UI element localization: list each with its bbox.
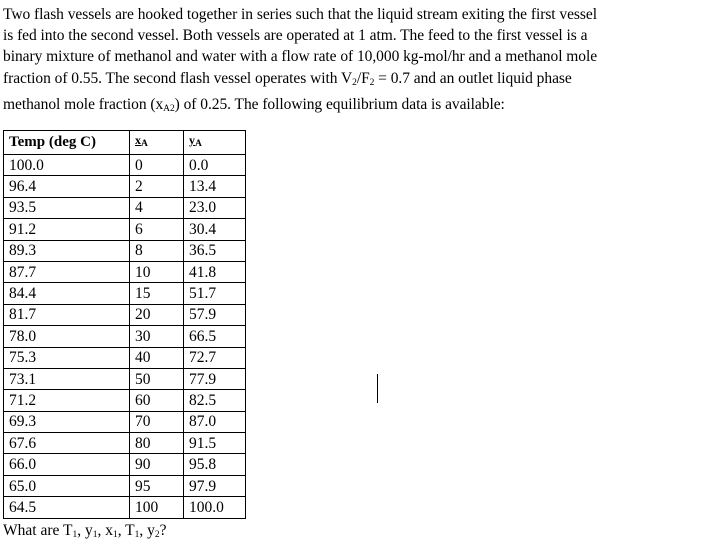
cell-y: 36.5 (184, 240, 246, 261)
cell-y: 23.0 (184, 197, 246, 218)
cell-y: 30.4 (184, 219, 246, 240)
cell-x: 15 (130, 283, 184, 304)
cell-temp: 87.7 (4, 261, 130, 282)
table-header-row (4, 131, 246, 155)
cell-y: 95.8 (184, 454, 246, 475)
table-row (4, 368, 246, 389)
cell-y: 41.8 (184, 261, 246, 282)
line5-text-a: methanol mole fraction (x (3, 95, 164, 113)
header-y-sub: A (195, 139, 202, 149)
cell-temp: 96.4 (4, 176, 130, 197)
cell-x: 80 (130, 433, 184, 454)
line4-sub-1: 2 (352, 77, 357, 88)
cell-y: 66.5 (184, 326, 246, 347)
line5-sub: A2 (163, 103, 175, 114)
header-x-sub: A (141, 139, 148, 149)
header-x (130, 131, 184, 155)
table-row (4, 347, 246, 368)
problem-line-5 (3, 94, 703, 120)
question-part-3: , x (97, 522, 113, 539)
cell-x: 4 (130, 197, 184, 218)
table-row (4, 261, 246, 282)
table-row (4, 475, 246, 496)
cell-temp: 75.3 (4, 347, 130, 368)
cell-x: 6 (130, 219, 184, 240)
question-part-5: , y (139, 522, 155, 539)
cell-temp: 100.0 (4, 155, 130, 176)
problem-line-2: is fed into the second vessel. Both vessels are operated at 1 atm. The feed to the first vessel is a (3, 27, 588, 45)
cell-temp: 67.6 (4, 433, 130, 454)
table-row (4, 283, 246, 304)
cell-x: 90 (130, 454, 184, 475)
question-part-6: ? (159, 522, 167, 539)
cell-x: 2 (130, 176, 184, 197)
cell-temp: 64.5 (4, 497, 130, 518)
cell-temp: 66.0 (4, 454, 130, 475)
cell-y: 91.5 (184, 433, 246, 454)
cell-y: 87.0 (184, 411, 246, 432)
table-row (4, 390, 246, 411)
cell-x: 60 (130, 390, 184, 411)
cell-y: 100.0 (184, 497, 246, 518)
question-sub-5: 2 (154, 530, 160, 540)
cell-x: 40 (130, 347, 184, 368)
cell-temp: 81.7 (4, 304, 130, 325)
question-sub-2: 1 (92, 530, 98, 540)
cell-temp: 69.3 (4, 411, 130, 432)
cell-temp: 84.4 (4, 283, 130, 304)
table-row (4, 304, 246, 325)
line4-text-b: /F (356, 69, 370, 87)
header-x-symbol: x (135, 133, 141, 147)
table-body (4, 155, 246, 519)
cell-temp: 78.0 (4, 326, 130, 347)
table-row (4, 176, 246, 197)
problem-line-3: binary mixture of methanol and water with a flow rate of 10,000 kg-mol/hr and a methanol mole (3, 48, 598, 66)
cell-y: 72.7 (184, 347, 246, 368)
question-sub-1: 1 (72, 530, 78, 540)
cell-y: 82.5 (184, 390, 246, 411)
table-row (4, 197, 246, 218)
cell-y: 57.9 (184, 304, 246, 325)
cell-temp: 91.2 (4, 219, 130, 240)
cell-x: 100 (130, 497, 184, 518)
question-part-1: What are T (3, 522, 73, 539)
cell-temp: 71.2 (4, 390, 130, 411)
question-text (3, 522, 167, 540)
problem-line-4 (3, 68, 703, 94)
cell-temp: 65.0 (4, 475, 130, 496)
header-y (184, 131, 246, 155)
question-sub-3: 1 (112, 530, 118, 540)
cell-y: 0.0 (184, 155, 246, 176)
question-part-2: , y (77, 522, 93, 539)
cell-y: 97.9 (184, 475, 246, 496)
cell-x: 30 (130, 326, 184, 347)
table-row (4, 411, 246, 432)
cell-x: 95 (130, 475, 184, 496)
equilibrium-table (3, 130, 246, 519)
cell-y: 77.9 (184, 368, 246, 389)
cell-x: 50 (130, 368, 184, 389)
cell-x: 8 (130, 240, 184, 261)
cell-x: 70 (130, 411, 184, 432)
question-part-4: , T (117, 522, 135, 539)
table-row (4, 219, 246, 240)
table-row (4, 326, 246, 347)
question-sub-4: 1 (134, 530, 140, 540)
problem-statement (3, 4, 703, 120)
header-y-symbol: y (189, 133, 195, 147)
problem-line-1: Two flash vessels are hooked together in series such that the liquid stream exiting the first vessel (3, 6, 597, 23)
table-row (4, 497, 246, 518)
cell-temp: 93.5 (4, 197, 130, 218)
cell-x: 10 (130, 261, 184, 282)
header-temp: Temp (deg C) (4, 131, 130, 155)
table-row (4, 454, 246, 475)
table-row (4, 155, 246, 176)
cell-y: 51.7 (184, 283, 246, 304)
line4-text-c: = 0.7 and an outlet liquid phase (374, 69, 572, 87)
text-cursor (377, 374, 378, 403)
line5-text-b: ) of 0.25. The following equilibrium data is available: (174, 95, 505, 113)
cell-x: 20 (130, 304, 184, 325)
cell-temp: 89.3 (4, 240, 130, 261)
table-row (4, 240, 246, 261)
line4-sub-2: 2 (369, 77, 375, 88)
cell-y: 13.4 (184, 176, 246, 197)
cell-x: 0 (130, 155, 184, 176)
line4-text-a: fraction of 0.55. The second flash vessel operates with V (3, 69, 353, 87)
table-row (4, 433, 246, 454)
cell-temp: 73.1 (4, 368, 130, 389)
